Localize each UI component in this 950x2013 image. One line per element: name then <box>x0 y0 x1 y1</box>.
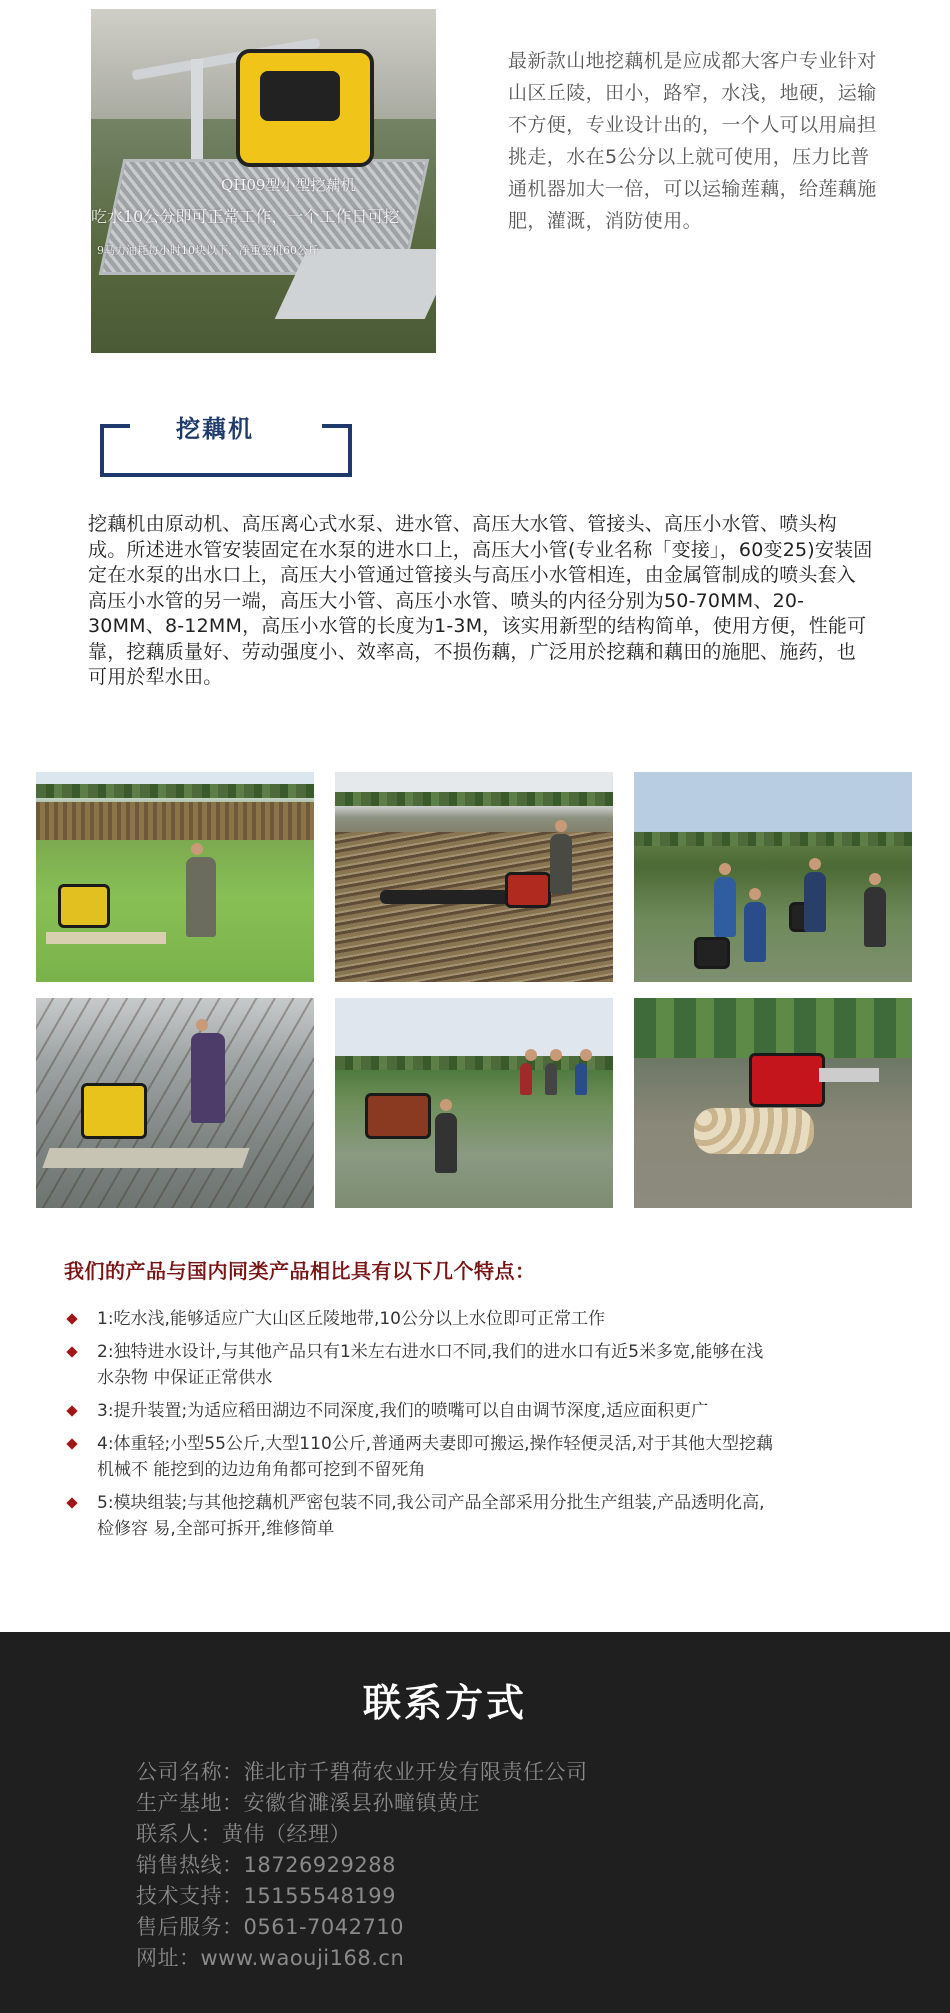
contact-website-link[interactable]: 网址：www.waouji168.cn <box>136 1946 405 1970</box>
hero-product-photo <box>91 9 436 353</box>
feature-item: 3:提升装置;为适应稻田湖边不同深度,我们的喷嘴可以自由调节深度,适应面积更广 <box>64 1398 777 1424</box>
contact-base: 生产基地：安徽省濉溪县孙疃镇黄庄 <box>136 1791 480 1815</box>
diamond-bullet-icon <box>66 1313 77 1324</box>
contact-sales-hotline[interactable]: 销售热线：18726929288 <box>136 1853 396 1877</box>
features-list <box>64 1306 784 1549</box>
product-description: 挖藕机由原动机、高压离心式水泵、进水管、高压大水管、管接头、高压小水管、喷头构成。所述进水管安装固定在水泵的进水口上，高压大小管(专业名称「变接」，60变25)安装固定在水泵的出水口上，高压大小管通过管接头与高压小水管相连，由金属管制成的喷头套入高压小水管的另一端，高压大小管、高压小水管、喷头的内径分别为50-70MM、20-30MM、8-12MM，高压小水管的长度为1-3M，该实用新型的结构简单，使用方便，性能可靠，挖藕质量好、劳动强度小、效率高，不损伤藕，广泛用於挖藕和藕田的施肥、施药，也可用於犁水田。 <box>88 513 873 688</box>
gallery-photo-4 <box>36 998 314 1208</box>
photo-caption-line1: 吃水10公分即可正常工作，一个工作日可挖 <box>91 207 400 226</box>
contact-company: 公司名称：淮北市千碧荷农业开发有限责任公司 <box>136 1760 588 1784</box>
gallery-photo-2 <box>335 772 613 982</box>
feature-item: 2:独特进水设计,与其他产品只有1米左右进水口不同,我们的进水口有近5米多宽,能够在浅水杂物 中保证正常供水 <box>64 1339 777 1391</box>
contact-after-sales[interactable]: 售后服务：0561-7042710 <box>136 1915 405 1939</box>
contact-title: 联系方式 <box>362 1681 527 1725</box>
diamond-bullet-icon <box>66 1497 77 1508</box>
engine-pump-icon <box>236 49 374 167</box>
diamond-bullet-icon <box>66 1438 77 1449</box>
contact-tech-support[interactable]: 技术支持：15155548199 <box>136 1884 396 1908</box>
gallery-photo-6 <box>634 998 912 1208</box>
diamond-bullet-icon <box>66 1405 77 1416</box>
contact-person: 联系人：黄伟（经理） <box>136 1822 351 1846</box>
feature-item: 1:吃水浅,能够适应广大山区丘陵地带,10公分以上水位即可正常工作 <box>64 1306 777 1332</box>
feature-item: 5:模块组装;与其他挖藕机严密包装不同,我公司产品全部采用分批生产组装,产品透明化高,检修容 易,全部可拆开,维修简单 <box>64 1490 777 1542</box>
contact-list <box>136 1757 588 1974</box>
hero-intro-text: 最新款山地挖藕机是应成都大客户专业针对山区丘陵，田小，路窄，水浅，地硬，运输不方便，专业设计出的，一个人可以用扁担挑走，水在5公分以上就可使用，压力比普通机器加大一倍，可以运输莲藕，给莲藕施肥，灌溉，消防使用。 <box>508 50 877 232</box>
section-title: 挖藕机 <box>176 415 254 443</box>
features-title: 我们的产品与国内同类产品相比具有以下几个特点： <box>64 1259 536 1283</box>
photo-caption-line2: 9马力油耗每小时10块以下，净重整机60公斤 <box>97 244 319 257</box>
diamond-bullet-icon <box>66 1346 77 1357</box>
gallery-photo-5 <box>335 998 613 1208</box>
gallery-photo-1 <box>36 772 314 982</box>
feature-item: 4:体重轻;小型55公斤,大型110公斤,普通两夫妻即可搬运,操作轻便灵活,对于其他大型挖藕机械不 能挖到的边边角角都可挖到不留死角 <box>64 1431 777 1483</box>
gallery-photo-3 <box>634 772 912 982</box>
photo-caption-title: QH09型小型挖藕机 <box>221 176 356 194</box>
